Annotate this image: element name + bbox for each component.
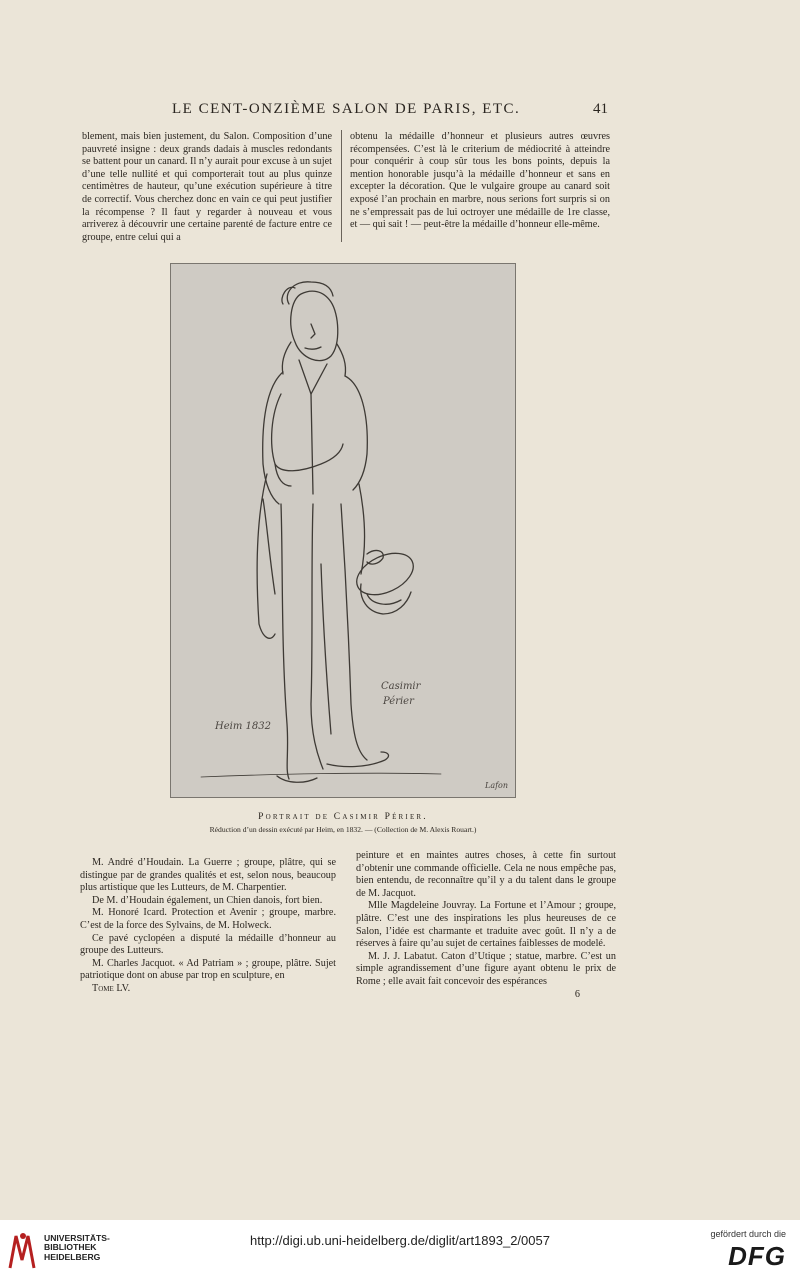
entry-jacquot: M. Charles Jacquot. « Ad Patriam » ; groupe, plâtre. Sujet patriotique dont on abuse par trop en sculpture, en [80, 957, 336, 982]
entry-jouvray: Mlle Magdeleine Jouvray. La Fortune et l’Amour ; groupe, plâtre. C’est une des inspirations les plus heureuses de ce Salon, l’idée est charmante et traduite avec goût. Il n’y a de réserves à faire qu’au sujet de certaines faiblesses de modelé. [356, 900, 616, 950]
university-name-line2: BIBLIOTHEK [44, 1242, 97, 1253]
engraver-mark: Lafon [485, 781, 509, 790]
page-number: 41 [593, 101, 608, 117]
entry-icard: M. Honoré Icard. Protection et Avenir ; groupe, marbre. C’est de la force des Sylvains, de M. Holweck. [80, 907, 336, 931]
entry-jacquot-cont: peinture et en maintes autres choses, à cette fin surtout d’obtenir une commande officielle. Cela ne nous empêche pas, bien entendu, de reconnaître qu’il y a du talent dans le groupe de M. Jacquot. [356, 850, 616, 899]
university-name-line3: HEIDELBERG [44, 1251, 101, 1262]
entry-houdain-chien: De M. d’Houdain également, un Chien danois, fort bien. [92, 894, 323, 906]
entry-houdain-guerre: M. André d’Houdain. La Guerre ; groupe, plâtre, qui se distingue par de grandes qualités et est, selon nous, beaucoup plus artistique que les Lutteurs, de M. Charpentier. [80, 857, 336, 894]
portrait-plate [170, 263, 516, 798]
bottom-right-column [356, 850, 616, 1001]
top-left-paragraph: blement, mais bien justement, du Salon. Composition d’une pauvreté insigne : deux grands dadais à muscles redondants se battent pour un canard. Il n’y aurait pour excuse à un sujet d’une telle nullité et qui comporterait tout au plus quinze centimètres de hauteur, qu’une exécution supérieure à titre de correctif. Vous cherchez donc en vain ce qui peut justifier la récompense ? Il faut y regarder à nouveau et vous arriverez à découvrir une certaine parenté de facture entre ce groupe, entre celui qui a [82, 131, 332, 243]
top-left-column [82, 131, 332, 244]
bottom-left-column [80, 857, 336, 996]
entry-icard-note: Ce pavé cyclopéen a disputé la médaille d’honneur au groupe des Lutteurs. [80, 932, 336, 957]
plate-caption-subtitle: Réduction d’un dessin exécuté par Heim, en 1832. — (Collection de M. Alexis Rouart.) [209, 825, 477, 834]
sitter-inscription-last: Périer [383, 696, 414, 707]
plate-caption-title: Portrait de Casimir Périer. [258, 812, 428, 822]
university-name-line1: UNIVERSITÄTS- [44, 1233, 110, 1243]
sponsor-label: gefördert durch die [710, 1229, 786, 1239]
sheet-number: 6 [574, 988, 580, 1000]
tome-signature: Tome LV. [92, 982, 131, 994]
entry-labatut: M. J. J. Labatut. Caton d’Utique ; statue, marbre. C’est un simple agrandissement d’une figure ayant obtenu le prix de Rome ; elle avait fait concevoir des espérances [356, 950, 616, 987]
dfg-logo: DFG [728, 1241, 786, 1271]
source-url-link[interactable]: http://digi.ub.uni-heidelberg.de/diglit/art1893_2/0057 [250, 1233, 550, 1248]
sitter-inscription-first: Casimir [381, 681, 421, 692]
portrait-drawing [171, 264, 515, 797]
top-right-paragraph: obtenu la médaille d’honneur et plusieurs autres œuvres récompensées. C’est là le criterium de médiocrité à atteindre pour conquérir à coup sûr tous les bons points, depuis la mention honorable jusqu’à la médaille d’honneur et sans en excepter la décoration. Que le vulgaire groupe au canard soit exposé l’an prochain en marbre, nous serions fort surpris si on ne s’empressait pas de lui octroyer une médaille de 1re classe, et — qui sait ! — peut-être la médaille d’honneur elle-même. [350, 131, 610, 231]
artist-signature: Heim 1832 [215, 721, 271, 732]
running-title: LE CENT-ONZIÈME SALON DE PARIS, ETC. [172, 101, 521, 117]
viewer-footer [0, 1220, 800, 1278]
column-rule [341, 130, 342, 242]
top-right-column [350, 131, 610, 232]
